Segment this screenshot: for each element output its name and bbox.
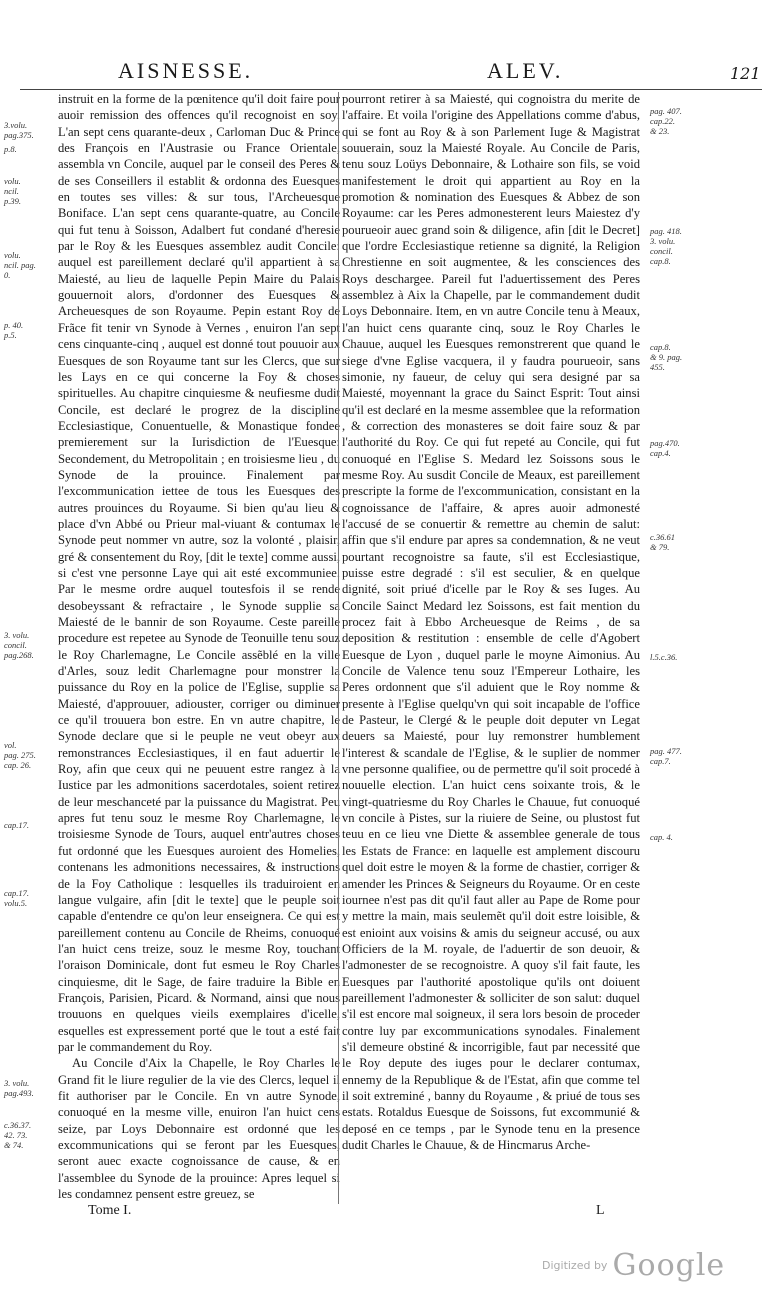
margin-note: volu. ncil. p.39. [4,176,21,206]
margin-note: cap.17. [4,820,30,830]
margin-note: pag. 418. 3. volu. concil. cap.8. [650,226,682,266]
volume-label: Tome I. [88,1203,132,1218]
margin-note: volu. ncil. pag. 0. [4,250,36,280]
margin-note: pag. 477. cap.7. [650,746,682,766]
header-rule [20,89,762,90]
paragraph: instruit en la forme de la pœnitence qu'il doit faire pour auoir remission des offences qu'il recognoist en soy. L'an sept cens quarante-deux , Carloman Duc & Prince des François en l'Austrasie ou France Orientale, assembla vn Concile, auquel par le conseil des Peres & de ses Conseillers il establit & ordonna des Euesques en toutes ses villes: & sur tous, l'Archeuesque Boniface. L'an sept cens quarante-quatre, au Concile qui fut tenu à Soisson, Adalbert fut condané d'heresie par le Roy & les Euesques assemblez audit Concile: auquel est pareillement declaré qu'il appartient à sa Maiesté, au lieu de laquelle Pepin Maire du Palais gouuernoit alors, d'ordonner des Euesques & Archeuesques de son Royaume. Pepin estant Roy de Frãce fit tenir vn Synode à Vernes , enuiron l'an sept cens cinquante-cinq , auquel est donné tout pouuoir aux Euesques de son Royaume tant sur les Clercs, que sur les Lays en ce qui concerne la Foy & choses spirituelles. Au chapitre cinquiesme & neufiesme dudit Concile, est declaré le progrez de la discipline Ecclesiastique, Conuentuelle, & Monastique fondee premierement sur la Iurisdiction de l'Euesque: Secondement, du Metropolitain ; en troisiesme lieu , du Synode de la prouince. Finalement par l'excommunication iettee de tous les Euesques des autres prouinces du Royaume. Si bien qu'au lieu & place d'vn Abbé ou Prieur mal-viuant & contumax le Synode peut nommer vn autre, soz la volonté , plaisir, gré & consentement du Roy, [dit le texte] comme aussi, si c'est vne personne Laye qui ait esté excommuniee. Par le mesme ordre auquel toutesfois il se rende desobeyssant & refractaire , le Synode supplie sa Maiesté de le bannir de son Royaume. Ceste pareille procedure est repetee au Synode de Teonuille tenu souz le Roy Charlemagne, Le Concile assẽblé en la ville d'Arles, souz ledit Charlemagne pour monstrer la puissance du Roy en la police de l'Eglise, supplie sa Maiesté, d'approuuer, adiouster, corriger ou diminuer ce qu'il trouuera bon estre. En vn autre chapitre, le Synode declare que si le peuple ne veut obeyr aux remonstrances Ecclesiastiques, il en faut aduertir le Roy, afin que ceux qui ne peuuent estre rangez à la Iustice par les admonitions sacerdotales, soient retirez de leur meschanceté par la puissance du Magistrat. Peu apres fut tenu souz le mesme Roy Charlemagne, le troisiesme Synode de Tours, auquel entr'autres choses fut ordonné que les Euesques auroient des Homelies, contenans les admonitions necessaires, & instructions de la Foy Catholique : lesquelles ils traduiroient en langue vulgaire, afin [dit le texte] que le peuple soit capable d'entendre ce qu'on leur enseignera. Ce qui est pareillement contenu au Concile de Rheims, conuoqué l'an huict cens treize, souz le mesme Roy, touchant l'oraison Dominicale, dont fut esmeu le Roy Charles cinquiesme, dit le Sage, de faire traduire la Bible en François, Parisien, Picard. & Normand, ainsi que nous trouuons en quelques vieils exemplaires d'icelle, esquelles est expressement porté que le tout a esté fait par le commandement du Roy. [58,92,340,1054]
paragraph: Au Concile d'Aix la Chapelle, le Roy Charles le Grand fit le liure regulier de la vie des Clercs, lequel il fit authoriser par le Concile. En vn autre Synode, conuoqué en la mesme ville, enuiron l'an huict cens seize, par Loys Debonnaire est ordonné que les excommunications qui se feront par les Euesques, seront auec exacte cognoissance de cause, & en l'assemblee du Synode de la prouince: Apres lequel si les condamnez pensent estre greuez, se [58,1056,340,1202]
margin-note: cap.17. volu.5. [4,888,30,908]
margin-note: pag.470. cap.4. [650,438,680,458]
margin-note: l.5.c.36. [650,652,678,662]
signature-mark: L [596,1203,605,1218]
paragraph: pourront retirer à sa Maiesté, qui cognoistra du merite de l'affaire. Et voila l'origine des Appellations comme d'abus, qui se font au Roy & à son Parlement Iuge & Magistrat souuerain, souz la Maiesté Royale. Au Concile de Paris, tenu souz Loüys Debonnaire, & Lothaire son fils, se void manifestement le droit qui appartient au Roy en la promotion & nomination des Euesques & Abbez de son Royaume: car les Peres admonesterent leurs Maiestez d'y pourueoir auec grand soin & diligence, afin [dit le Decret] que l'ordre Ecclesiastique retienne sa dignité, la Religion Chrestienne en soit augmentee, & les consciences des Roys deschargee. Pareil fut l'aduertissement des Peres assemblez à Aix la Chapelle, par le commandement dudit Loys Debonnaire. Item, en vn autre Concile tenu à Meaux, l'an huict cens quarante cinq, souz le Roy Charles le Chauue, auquel les Euesques remonstrerent que quand le siege d'vne Eglise vacquera, il y faudra pourueoir, sans simonie, ny faueur, de celuy qui sera designé par sa Maiesté, moyennant la grace du Sainct Esprit: Tout ainsi qu'il est declaré en la mesme assemblee que la reformation , & correction des monasteres se doit faire souz & par l'authorité du Roy. Ce qui fut repeté au Concile, qui fut conuoqué en l'Eglise S. Medard lez Soissons sous le mesme Roy. Au susdit Concile de Meaux, est pareillement prescripte la forme de l'excommunication, consistant en la cognoissance de l'affaire, & apres auoir admonesté l'accusé de se conuertir & remettre au chemin de salut: affin que s'il endure par apres sa condemnation, & ne veut pourtant recognoistre sa faute, s'il est Ecclesiastique, puisse estre degradé : s'il est seculier, & en quelque dignité, soit priué d'icelle par le Roy & ses Iuges. Au Concile Sainct Medard lez Soissons, est fait mention du procez fait à Ebbo Archeuesque de Reims , de sa deposition & restitution : ensemble de celle d'Agobert Euesque de Lyon , duquel parle le moyne Aimonius. Au Concile de Valence tenu souz l'Empereur Lothaire, les Peres ordonnent que s'il aduient que le Roy nomme & presente à l'Eglise quelqu'vn qui soit incapable de l'office de Pasteur, le Clergé & le peuple doit deputer vn Legat deuers sa Maiesté, pour luy remonstrer humblement l'interest & scandale de l'Eglise, & le suplier de nommer vne personne qualifiee, ou de permettre qu'il soit procedé à nouuelle election. L'an huict cens soixante trois, & le vingt-quatriesme du Roy Charles le Chauue, fut conuoqué vn concile à Pistes, sur la riuiere de Seine, ou plustost fut teuu en ce lieu vne Diette & assemblee generale de tous les Estats de France: en laquelle est amplement discouru quel doit estre le moyen & la forme de chastier, corriger & amender les Princes & Seigneurs du Royaume. Or en ceste iournee n'est pas dit qu'il faut aller au Pape de Rome pour y mettre la main, mais seulemẽt qu'il doit estre loisible, & est enioint aux voisins & amis du seigneur accusé, ou aux Officiers de la M. royale, de l'aduertir de son deuoir, & l'admonester de se recognoistre. A quoy s'il fait faute, les Euesques par l'authorité apostolique qu'ils ont doiuent pareillement l'admonester & solliciter de son salut: duquel s'il est encore mal soigneux, il sera lors besoin de proceder contre luy par excommunications synodales. Finalement s'il demeure obstiné & incorrigible, faut par necessité que le Roy depute des iuges pour le declarer contumax, ennemy de la Republique & de l'Estat, afin que comme tel il soit extreminé , banny du Royaume , & priué de tous ses estats. Rotaldus Euesque de Soissons, fut excommunié & deposé en ce temps , par le Synode tenu en la presence dudit Charles le Chauue, & de Hincmarus Arche- [342,92,640,1152]
left-text-column [58,91,340,1202]
margin-note: pag. 407. cap.22. & 23. [650,106,682,136]
margin-note: cap.8. & 9. pag. 455. [650,342,683,372]
margin-note: c.36.61 & 79. [650,532,676,552]
running-head-right: ALEV. [487,58,564,83]
margin-note: vol. pag. 275. cap. 26. [4,740,36,770]
margin-note: c.36.37. 42. 73. & 74. [4,1120,32,1150]
margin-note: 3.volu. pag.375. [4,120,34,140]
watermark-prefix: Digitized by [542,1259,608,1272]
digitized-watermark [542,1248,725,1283]
margin-note: p. 40. p.5. [4,320,24,340]
margin-note: cap. 4. [650,832,673,842]
running-head-left: AISNESSE. [118,58,254,83]
margin-note: 3. volu. concil. pag.268. [4,630,34,660]
page-number: 121 [730,64,761,83]
right-text-column [342,91,640,1153]
margin-note: p.8. [4,144,17,154]
google-logo: Google [612,1248,726,1283]
margin-note: 3. volu. pag.493. [4,1078,34,1098]
column-divider [338,92,339,1204]
